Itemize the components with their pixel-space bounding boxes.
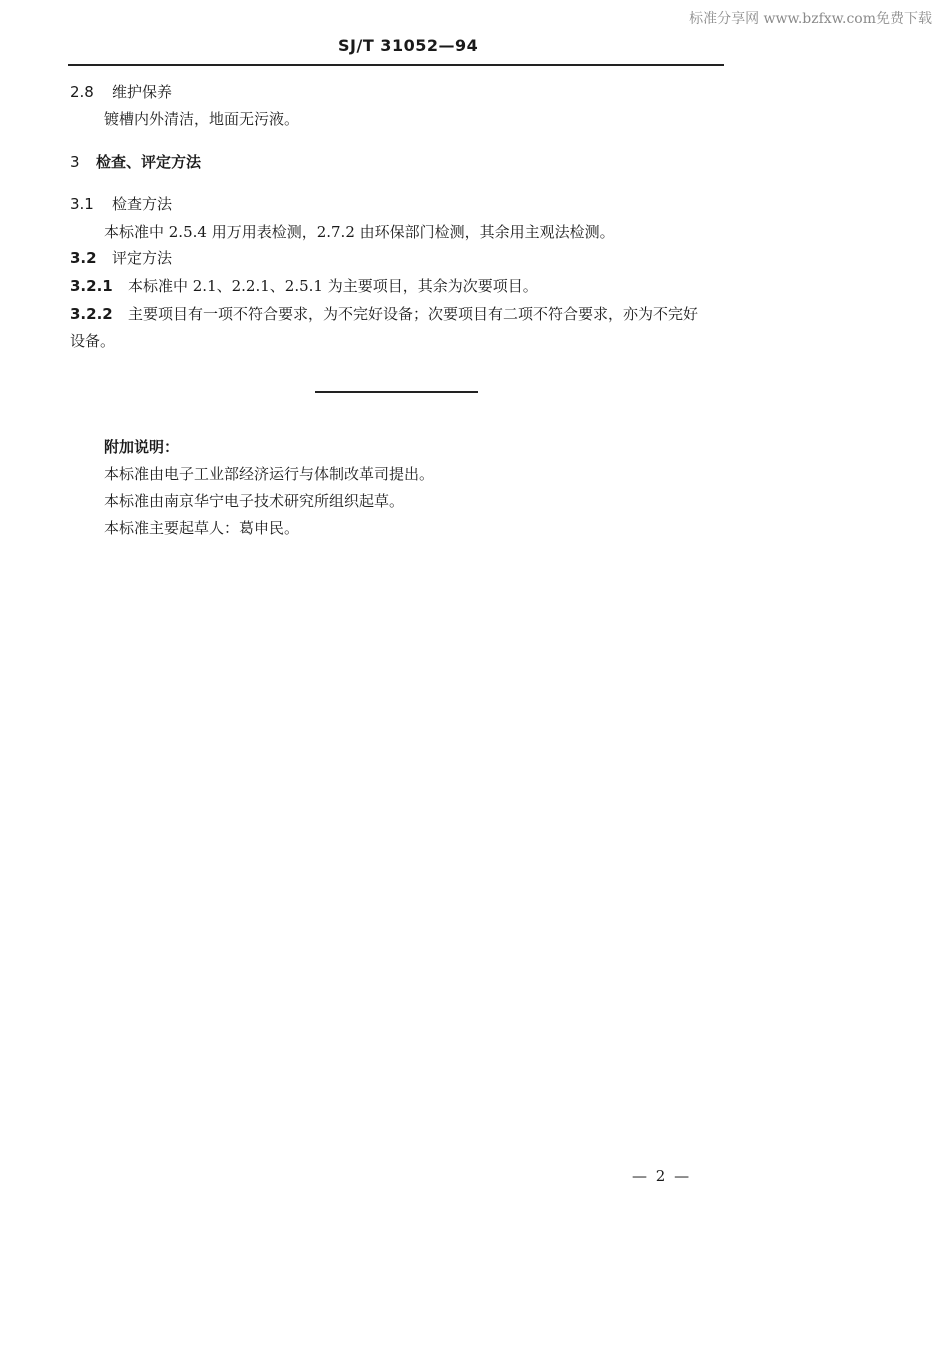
section-number: 3.2.1 (70, 277, 113, 295)
section-3-1-body: 本标准中 2.5.4 用万用表检测，2.7.2 由环保部门检测，其余用主观法检测。 (104, 223, 615, 241)
section-3-2-2 (70, 304, 698, 324)
header-rule (68, 64, 724, 66)
section-body: 主要项目有一项不符合要求，为不完好设备；次要项目有二项不符合要求，亦为不完好 (128, 305, 699, 323)
section-title: 维护保养 (112, 83, 173, 101)
appendix-title: 附加说明： (104, 438, 180, 456)
standard-code: SJ/T 31052—94 (338, 36, 479, 55)
section-2-8-body: 镀槽内外清洁，地面无污液。 (104, 110, 300, 128)
section-3-2-2-continuation: 设备。 (70, 332, 116, 350)
section-number: 3.1 (70, 195, 94, 213)
section-3-heading (70, 152, 201, 172)
section-3-2-heading (70, 248, 172, 268)
section-title: 评定方法 (112, 249, 173, 267)
separator-rule (315, 391, 478, 393)
section-number: 3 (70, 153, 80, 171)
section-2-8-heading (70, 82, 172, 102)
section-title: 检查方法 (112, 195, 173, 213)
section-number: 3.2.2 (70, 305, 113, 323)
watermark-text: 标准分享网 www.bzfxw.com免费下载 (689, 11, 932, 27)
section-3-1-heading (70, 194, 172, 214)
section-number: 2.8 (70, 83, 94, 101)
page-number: — 2 — (632, 1167, 692, 1185)
section-3-2-1 (70, 276, 538, 296)
section-number: 3.2 (70, 249, 97, 267)
appendix-line: 本标准由南京华宁电子技术研究所组织起草。 (104, 492, 405, 510)
section-title: 检查、评定方法 (96, 153, 202, 171)
appendix-line: 本标准由电子工业部经济运行与体制改革司提出。 (104, 465, 435, 483)
appendix-line: 本标准主要起草人：葛申民。 (104, 519, 300, 537)
section-body: 本标准中 2.1、2.2.1、2.5.1 为主要项目，其余为次要项目。 (128, 277, 538, 295)
